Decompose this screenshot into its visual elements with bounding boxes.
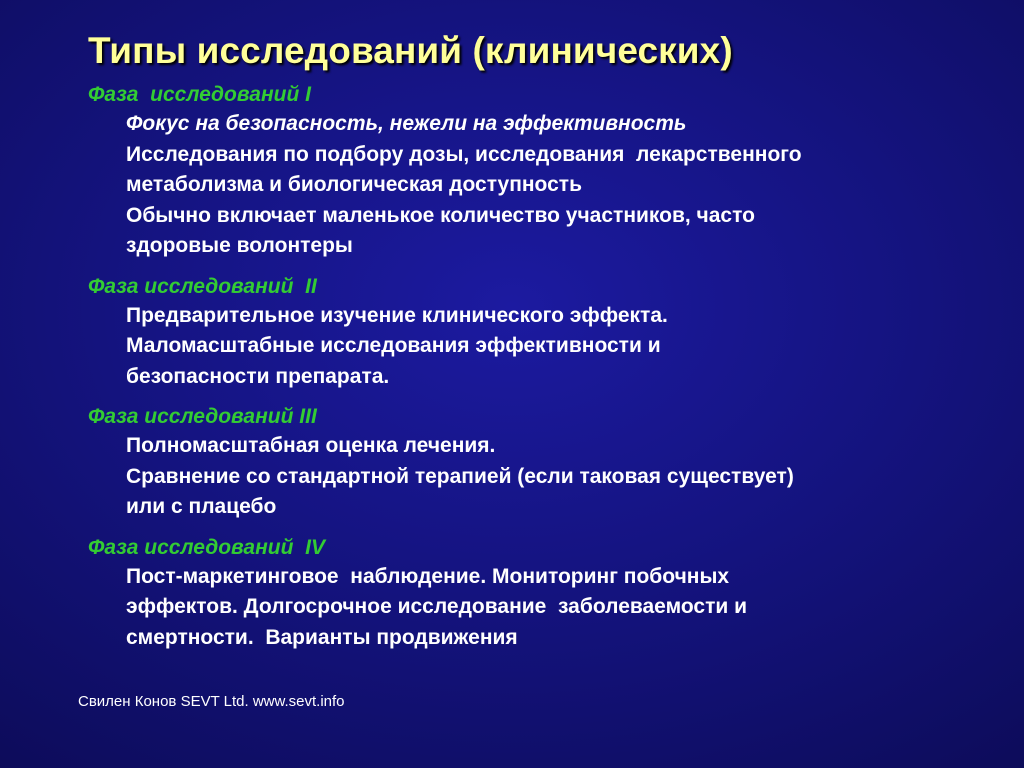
phase-2-section — [88, 273, 988, 393]
slide-title: Типы исследований (клинических) — [88, 30, 733, 71]
phase-4-line: эффектов. Долгосрочное исследование заболеваемости и — [126, 595, 748, 618]
phase-3-line: Сравнение со стандартной терапией (если таковая существует) — [126, 464, 794, 488]
phase-2-text — [88, 301, 988, 393]
phase-1-section — [88, 81, 988, 262]
phase-1-line: метаболизма и биологическая доступность — [126, 173, 582, 196]
phase-1-heading: Фаза исследований I — [88, 83, 311, 106]
phase-2-line: Предварительное изучение клинического эффекта. — [126, 303, 668, 327]
phase-2-line: Маломасштабные исследования эффективности и — [126, 334, 661, 357]
phase-1-line: здоровые волонтеры — [126, 234, 353, 257]
phase-4-text — [88, 562, 988, 654]
phase-4-section — [88, 534, 988, 654]
phase-3-text — [88, 431, 988, 523]
phase-4-heading: Фаза исследований IV — [88, 535, 325, 559]
phase-3-heading: Фаза исследований III — [88, 405, 317, 428]
phase-1-line: Фокус на безопасность, нежели на эффективность — [126, 112, 687, 135]
slide-footer: Свилен Конов SEVT Ltd. www.sevt.info — [78, 693, 345, 710]
phase-1-text — [88, 109, 988, 262]
phase-2-line: безопасности препарата. — [126, 364, 390, 388]
phase-1-line: Обычно включает маленькое количество участников, часто — [126, 203, 755, 227]
phase-3-line: или с плацебо — [126, 495, 277, 518]
phase-4-line: смертности. Варианты продвижения — [126, 625, 518, 649]
phase-3-section — [88, 403, 988, 523]
phase-4-line: Пост-маркетинговое наблюдение. Мониторинг побочных — [126, 564, 730, 588]
phase-3-line: Полномасштабная оценка лечения. — [126, 434, 496, 457]
phase-1-line: Исследования по подбору дозы, исследования лекарственного — [126, 142, 802, 166]
slide-content — [88, 81, 988, 653]
phase-2-heading: Фаза исследований II — [88, 274, 317, 298]
